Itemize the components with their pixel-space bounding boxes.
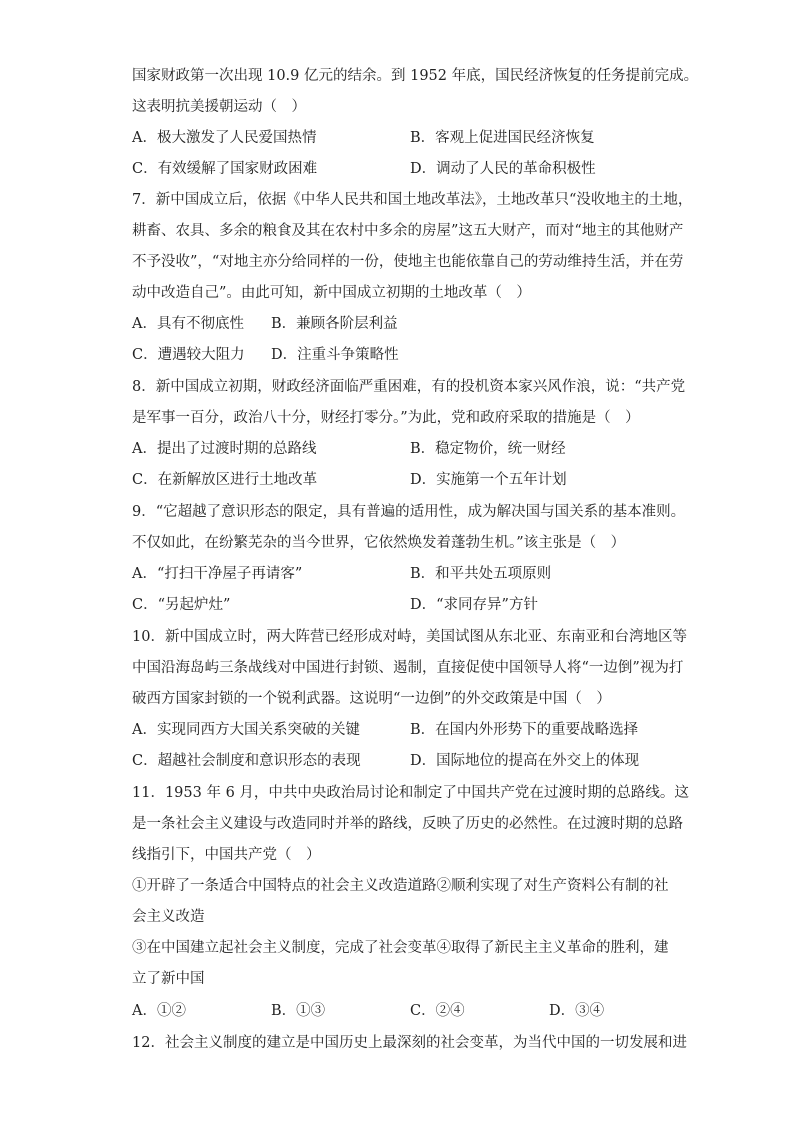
q11-option-d[interactable]: D．③④ — [549, 1003, 605, 1019]
q7-line-3: 不予没收”，“对地主亦分给同样的一份，使地主也能依靠自己的劳动维持生活，并在劳 — [132, 254, 684, 270]
q10-option-d[interactable]: D．国际地位的提高在外交上的体现 — [410, 753, 640, 769]
q12-line-1: 12．社会主义制度的建立是中国历史上最深刻的社会变革，为当代中国的一切发展和进 — [132, 1035, 687, 1051]
q10-line-3: 破西方国家封锁的一个锐利武器。这说明“一边倒”的外交政策是中国（ ） — [132, 691, 611, 707]
q9-line-2: 不仅如此，在纷繁芜杂的当今世界，它依然焕发着蓬勃生机。”该主张是（ ） — [132, 535, 626, 551]
q9-line-1: 9．“它超越了意识形态的限定，具有普遍的适用性，成为解决国与国关系的基本准则。 — [132, 504, 686, 520]
q11-statement-line-4: 立了新中国 — [132, 971, 205, 987]
q6-option-c[interactable]: C．有效缓解了国家财政困难 — [132, 161, 318, 177]
q7-option-a[interactable]: A．具有不彻底性 — [132, 316, 244, 332]
q11-option-a[interactable]: A．①② — [132, 1003, 186, 1019]
q9-option-a[interactable]: A．“打扫干净屋子再请客” — [132, 566, 303, 582]
q10-option-c[interactable]: C．超越社会制度和意识形态的表现 — [132, 753, 361, 769]
q10-option-a[interactable]: A．实现同西方大国关系突破的关键 — [132, 722, 360, 738]
q6-line-2: 这表明抗美援朝运动（ ） — [132, 99, 306, 115]
q8-option-b[interactable]: B．稳定物价，统一财经 — [410, 441, 566, 457]
q7-line-1: 7．新中国成立后，依据《中华人民共和国土地改革法》，土地改革只“没收地主的土地， — [132, 192, 693, 208]
q7-option-c[interactable]: C．遭遇较大阻力 — [132, 347, 245, 363]
q10-line-1: 10．新中国成立时，两大阵营已经形成对峙，美国试图从东北亚、东南亚和台湾地区等 — [132, 629, 687, 645]
q11-line-2: 是一条社会主义建设与改造同时并举的路线，反映了历史的必然性。在过渡时期的总路 — [132, 816, 683, 832]
q9-option-c[interactable]: C．“另起炉灶” — [132, 597, 231, 613]
q10-line-2: 中国沿海岛屿三条战线对中国进行封锁、遏制，直接促使中国领导人将“一边倒”视为打 — [132, 660, 684, 676]
q8-option-c[interactable]: C．在新解放区进行土地改革 — [132, 472, 318, 488]
q11-option-b[interactable]: B．①③ — [271, 1003, 326, 1019]
q6-option-b[interactable]: B．客观上促进国民经济恢复 — [410, 130, 595, 146]
q6-line-1: 国家财政第一次出现 10.9 亿元的结余。到 1952 年底，国民经济恢复的任务提前完成。 — [132, 68, 699, 84]
q8-line-2: 是军事一百分，政治八十分，财经打零分。”为此，党和政府采取的措施是（ ） — [132, 410, 640, 426]
q11-statement-line-2: 会主义改造 — [132, 909, 205, 925]
q9-option-d[interactable]: D．“求同存异”方针 — [410, 597, 538, 613]
q11-line-1: 11．1953 年 6 月，中共中央政治局讨论和制定了中国共产党在过渡时期的总路线。这 — [132, 785, 689, 801]
q11-option-c[interactable]: C．②④ — [410, 1003, 465, 1019]
q7-line-2: 耕畜、农具、多余的粮食及其在农村中多余的房屋”这五大财产，而对“地主的其他财产 — [132, 223, 684, 239]
q11-line-3: 线指引下，中国共产党（ ） — [132, 847, 321, 863]
q9-option-b[interactable]: B．和平共处五项原则 — [410, 566, 552, 582]
q11-statement-line-3: ③在中国建立起社会主义制度，完成了社会变革④取得了新民主主义革命的胜利，建 — [132, 940, 669, 956]
q6-option-d[interactable]: D．调动了人民的革命积极性 — [410, 161, 596, 177]
q6-option-a[interactable]: A．极大激发了人民爱国热情 — [132, 130, 317, 146]
q8-line-1: 8．新中国成立初期，财政经济面临严重困难，有的投机资本家兴风作浪，说：“共产党 — [132, 379, 686, 395]
q11-statement-line-1: ①开辟了一条适合中国特点的社会主义改造道路②顺利实现了对生产资料公有制的社 — [132, 878, 669, 894]
q8-option-a[interactable]: A．提出了过渡时期的总路线 — [132, 441, 317, 457]
q7-option-d[interactable]: D．注重斗争策略性 — [271, 347, 399, 363]
q7-line-4: 动中改造自己”。由此可知，新中国成立初期的土地改革（ ） — [132, 285, 531, 301]
q7-option-b[interactable]: B．兼顾各阶层利益 — [271, 316, 398, 332]
q8-option-d[interactable]: D．实施第一个五年计划 — [410, 472, 567, 488]
q10-option-b[interactable]: B．在国内外形势下的重要战略选择 — [410, 722, 639, 738]
